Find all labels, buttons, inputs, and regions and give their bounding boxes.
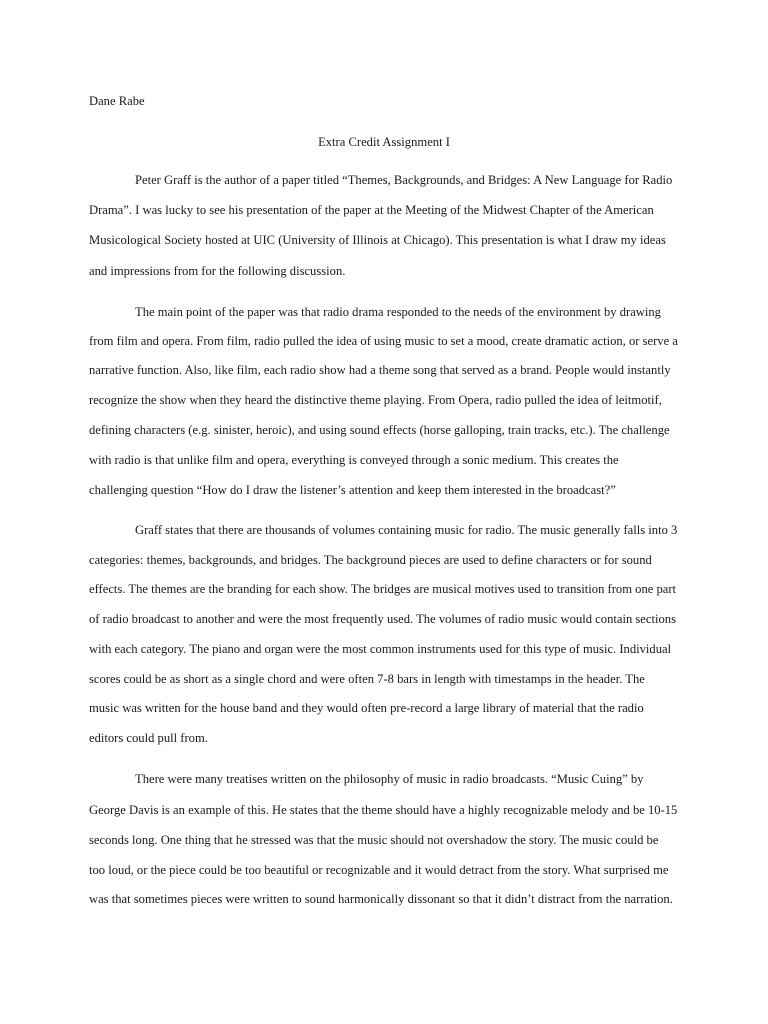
paragraph-line: The main point of the paper was that radio drama responded to the needs of the environment by drawing bbox=[135, 305, 661, 319]
paragraph-line: scores could be as short as a single chord and were often 7-8 bars in length with timestamps in the header. The bbox=[89, 672, 645, 686]
paragraph-line: with radio is that unlike film and opera, everything is conveyed through a sonic medium. This creates the bbox=[89, 453, 619, 467]
paragraph-line: from film and opera. From film, radio pulled the idea of using music to set a mood, create dramatic action, or serve a bbox=[89, 334, 678, 348]
paragraph-line: editors could pull from. bbox=[89, 731, 208, 745]
paragraph-line: challenging question “How do I draw the listener’s attention and keep them interested in the broadcast?” bbox=[89, 483, 616, 497]
paragraph-line: Graff states that there are thousands of volumes containing music for radio. The music generally falls into 3 bbox=[135, 523, 678, 537]
paragraph-line: of radio broadcast to another and were the most frequently used. The volumes of radio music would contain sections bbox=[89, 612, 676, 626]
document-title: Extra Credit Assignment I bbox=[318, 135, 450, 149]
author-name: Dane Rabe bbox=[89, 94, 145, 108]
paragraph-line: George Davis is an example of this. He states that the theme should have a highly recognizable melody and be 10-15 bbox=[89, 803, 678, 817]
paragraph-line: music was written for the house band and they would often pre-record a large library of material that the radio bbox=[89, 701, 644, 715]
paragraph-line: recognize the show when they heard the distinctive theme playing. From Opera, radio pulled the idea of leitmotif, bbox=[89, 393, 662, 407]
paragraph-line: seconds long. One thing that he stressed was that the music should not overshadow the story. The music could be bbox=[89, 833, 659, 847]
paragraph-line: too loud, or the piece could be too beautiful or recognizable and it would detract from the story. What surprised me bbox=[89, 863, 669, 877]
paragraph-line: was that sometimes pieces were written to sound harmonically dissonant so that it didn’t distract from the narration. bbox=[89, 892, 673, 906]
paragraph-line: There were many treatises written on the philosophy of music in radio broadcasts. “Music Cuing” by bbox=[135, 772, 644, 786]
paragraph-line: Musicological Society hosted at UIC (University of Illinois at Chicago). This presentation is what I draw my ideas bbox=[89, 233, 666, 247]
paragraph-line: categories: themes, backgrounds, and bridges. The background pieces are used to define characters or for sound bbox=[89, 553, 652, 567]
paragraph-line: with each category. The piano and organ were the most common instruments used for this type of music. Individual bbox=[89, 642, 672, 656]
paragraph-line: defining characters (e.g. sinister, heroic), and using sound effects (horse galloping, train tracks, etc.). The challenge bbox=[89, 423, 670, 437]
paragraph-line: narrative function. Also, like film, each radio show had a theme song that served as a brand. People would instantly bbox=[89, 363, 671, 377]
paragraph-line: and impressions from for the following discussion. bbox=[89, 264, 346, 278]
paragraph-line: Drama”. I was lucky to see his presentation of the paper at the Meeting of the Midwest Chapter of the American bbox=[89, 203, 654, 217]
paragraph-line: effects. The themes are the branding for each show. The bridges are musical motives used to transition from one part bbox=[89, 582, 677, 596]
paragraph-line: Peter Graff is the author of a paper titled “Themes, Backgrounds, and Bridges: A New Language for Radio bbox=[135, 173, 673, 187]
